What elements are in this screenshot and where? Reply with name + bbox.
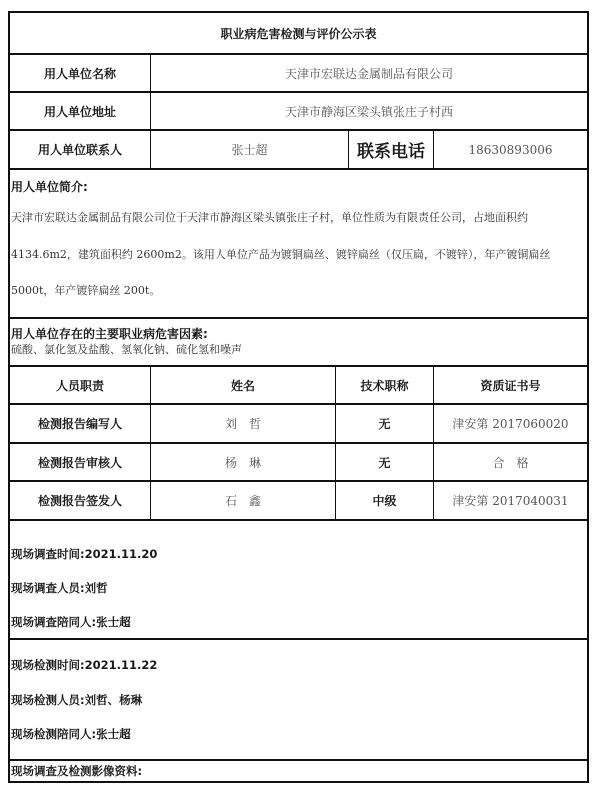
staff-cert: 津安第 2017040031	[452, 494, 569, 508]
staff-cert: 津安第 2017060020	[452, 417, 569, 431]
table-row	[10, 482, 587, 521]
staff-role: 检测报告审核人	[10, 444, 151, 480]
testing-escort: 现场检测陪同人:张士超	[11, 727, 131, 741]
employer-contact-row	[10, 131, 587, 170]
col-header-title: 技术职称	[336, 367, 434, 403]
title-row	[10, 13, 587, 55]
contact-person-label: 用人单位联系人	[10, 131, 151, 168]
employer-name-label: 用人单位名称	[10, 55, 151, 91]
intro-section	[10, 170, 587, 319]
form-title: 职业病危害检测与评价公示表	[220, 26, 377, 41]
survey-section	[10, 521, 587, 640]
staff-name: 杨 琳	[151, 444, 336, 480]
staff-title: 中级	[336, 482, 434, 519]
phone-label: 联系电话	[349, 131, 434, 168]
media-heading: 现场调查及检测影像资料:	[11, 764, 143, 778]
contact-person-value: 张士超	[151, 131, 349, 168]
survey-people: 现场调查人员:刘哲	[11, 581, 108, 595]
employer-address-value: 天津市静海区梁头镇张庄子村西	[284, 104, 453, 119]
testing-people: 现场检测人员:刘哲、杨琳	[11, 693, 143, 707]
table-row	[10, 405, 587, 444]
col-header-name: 姓名	[151, 367, 336, 403]
survey-time: 现场调查时间:2021.11.20	[11, 547, 158, 561]
col-header-role: 人员职责	[10, 367, 151, 403]
employer-address-row	[10, 93, 587, 131]
staff-title: 无	[336, 444, 434, 480]
hazards-heading: 用人单位存在的主要职业病危害因素:	[11, 327, 208, 341]
media-section	[10, 761, 587, 783]
staff-role: 检测报告编写人	[10, 405, 151, 442]
intro-line: 5000t，年产镀锌扁丝 200t。	[11, 284, 161, 297]
hazards-section	[10, 319, 587, 367]
staff-title: 无	[336, 405, 434, 442]
testing-section	[10, 640, 587, 761]
survey-escort: 现场调查陪同人:张士超	[11, 615, 131, 629]
employer-address-label: 用人单位地址	[10, 93, 151, 129]
employer-name-value: 天津市宏联达金属制品有限公司	[284, 66, 453, 81]
staff-role: 检测报告签发人	[10, 482, 151, 519]
phone-value: 18630893006	[468, 142, 553, 157]
staff-table-header	[10, 367, 587, 405]
table-row	[10, 444, 587, 482]
intro-line: 4134.6m2，建筑面积约 2600m2。该用人单位产品为镀铜扁丝、镀锌扁丝（仅压扁，不镀锌），年产镀铜扁丝	[11, 247, 551, 261]
staff-cert: 合 格	[492, 455, 529, 470]
intro-heading: 用人单位简介:	[11, 180, 88, 194]
testing-time: 现场检测时间:2021.11.22	[11, 658, 158, 672]
col-header-cert: 资质证书号	[480, 378, 541, 393]
intro-line: 天津市宏联达金属制品有限公司位于天津市静海区梁头镇张庄子村，单位性质为有限责任公司，占地面积约	[11, 211, 528, 224]
disclosure-form	[8, 11, 589, 783]
staff-name: 刘 哲	[151, 405, 336, 442]
hazards-text: 硫酸、氯化氢及盐酸、氢氧化钠、硫化氢和噪声	[11, 343, 242, 356]
employer-name-row	[10, 55, 587, 93]
staff-name: 石 鑫	[151, 482, 336, 519]
